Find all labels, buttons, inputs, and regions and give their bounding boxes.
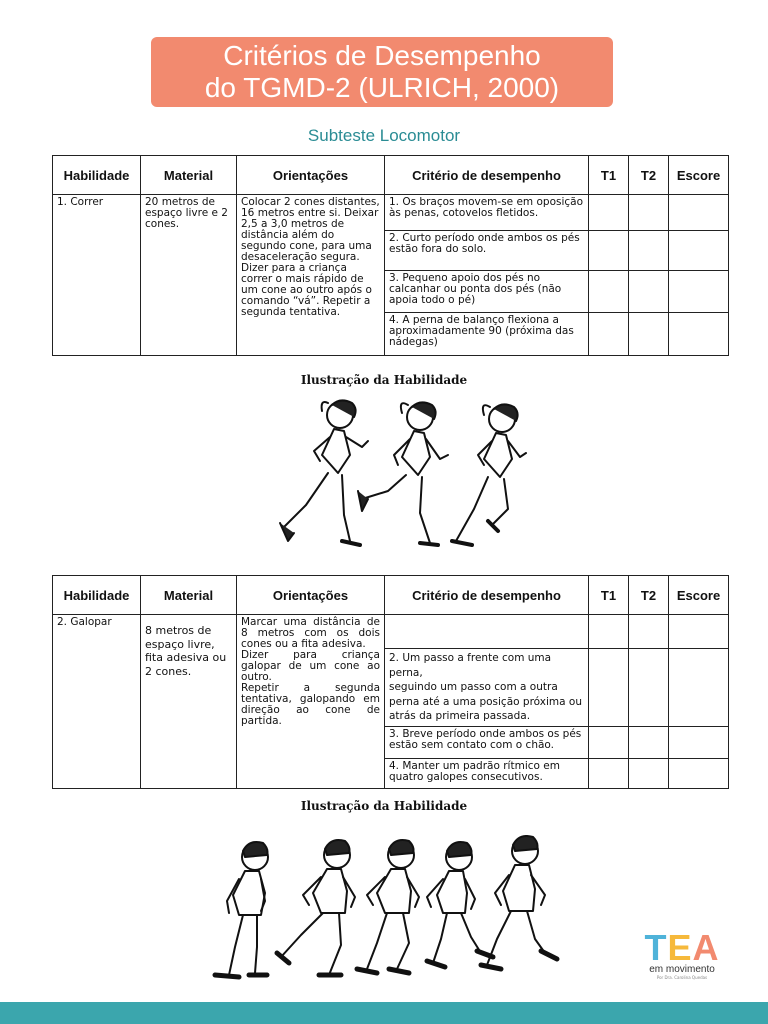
- t2-cell[interactable]: [629, 726, 669, 758]
- table-header-row: [53, 156, 729, 195]
- criterion-1: [385, 615, 589, 649]
- header-criterio: Critério de desempenho: [385, 576, 589, 615]
- title-line-1: Critérios de Desempenho: [223, 40, 541, 71]
- criteria-table-galloping: [52, 575, 729, 789]
- header-escore: Escore: [669, 156, 729, 195]
- t2-cell[interactable]: [629, 758, 669, 788]
- page-title: [151, 37, 613, 107]
- illustration-label-galloping: Ilustração da Habilidade: [300, 799, 468, 813]
- header-escore: Escore: [669, 576, 729, 615]
- t1-cell[interactable]: [589, 649, 629, 727]
- runner-figure-2: [358, 402, 448, 545]
- skill-name: 2. Galopar: [53, 615, 141, 789]
- criterion-3: 3. Breve período onde ambos os pés estão sem contato com o chão.: [385, 726, 589, 758]
- header-t1: T1: [589, 156, 629, 195]
- subtest-title: Subteste Locomotor: [307, 126, 461, 145]
- logo-subtitle: em movimento: [649, 964, 715, 975]
- t1-cell[interactable]: [589, 758, 629, 788]
- t2-cell[interactable]: [629, 195, 669, 231]
- criterion-4: 4. A perna de balanço flexiona a aproximadamente 90 (próxima das nádegas): [385, 313, 589, 356]
- skill-material: 8 metros de espaço livre, fita adesiva ou 2 cones.: [141, 615, 237, 789]
- criteria-table-running: [52, 155, 729, 356]
- skill-material: 20 metros de espaço livre e 2 cones.: [141, 195, 237, 356]
- logo-credit: Por Dra. Carolina Quedas: [656, 975, 708, 980]
- criterion-3: 3. Pequeno apoio dos pés no calcanhar ou ponta dos pés (não apoia todo o pé): [385, 271, 589, 313]
- skill-orientacoes: Colocar 2 cones distantes, 16 metros entre si. Deixar 2,5 a 3,0 metros de distância além do segundo cone, para uma desaceleração segura. Dizer para a criança correr o mais rápido de um cone ao outro após o comando “vá”. Repetir a segunda tentativa.: [237, 195, 385, 356]
- table-header-row: [53, 576, 729, 615]
- escore-cell[interactable]: [669, 271, 729, 313]
- header-orientacoes: Orientações: [237, 576, 385, 615]
- galloping-illustration: [205, 835, 565, 985]
- header-t1: T1: [589, 576, 629, 615]
- skill-name: 1. Correr: [53, 195, 141, 356]
- galloper-figure-4: [427, 842, 493, 967]
- escore-cell[interactable]: [669, 231, 729, 271]
- footer-bar: [0, 1002, 768, 1024]
- galloper-figure-3: [357, 840, 419, 973]
- criterion-1: 1. Os braços movem-se em oposição às penas, cotovelos fletidos.: [385, 195, 589, 231]
- header-material: Material: [141, 156, 237, 195]
- table-row: [53, 615, 729, 649]
- title-line-2: do TGMD-2 (ULRICH, 2000): [204, 72, 560, 103]
- galloper-figure-1: [215, 842, 268, 977]
- escore-cell[interactable]: [669, 195, 729, 231]
- t2-cell[interactable]: [629, 649, 669, 727]
- galloper-figure-5: [481, 836, 557, 969]
- skill-orientacoes: Marcar uma distância de 8 metros com os dois cones ou a fita adesiva. Dizer para criança galopar de um cone ao outro. Repetir a segunda tentativa, galopando em direção ao cone de partida.: [237, 615, 385, 789]
- escore-cell[interactable]: [669, 726, 729, 758]
- t1-cell[interactable]: [589, 271, 629, 313]
- escore-cell[interactable]: [669, 615, 729, 649]
- header-t2: T2: [629, 156, 669, 195]
- table-row: [53, 195, 729, 231]
- header-orientacoes: Orientações: [237, 156, 385, 195]
- escore-cell[interactable]: [669, 649, 729, 727]
- header-criterio: Critério de desempenho: [385, 156, 589, 195]
- criterion-4: 4. Manter um padrão rítmico em quatro galopes consecutivos.: [385, 758, 589, 788]
- escore-cell[interactable]: [669, 758, 729, 788]
- t2-cell[interactable]: [629, 313, 669, 356]
- t2-cell[interactable]: [629, 271, 669, 313]
- t1-cell[interactable]: [589, 195, 629, 231]
- escore-cell[interactable]: [669, 313, 729, 356]
- t2-cell[interactable]: [629, 615, 669, 649]
- t1-cell[interactable]: [589, 231, 629, 271]
- t1-cell[interactable]: [589, 615, 629, 649]
- header-habilidade: Habilidade: [53, 576, 141, 615]
- criterion-2: 2. Um passo a frente com uma perna, seguindo um passo com a outra perna até a uma posição próxima ou atrás da primeira passada.: [385, 649, 589, 727]
- logo-wordmark: TEA: [644, 927, 720, 968]
- header-habilidade: Habilidade: [53, 156, 141, 195]
- galloper-figure-2: [277, 840, 355, 975]
- running-illustration: [270, 395, 530, 553]
- t1-cell[interactable]: [589, 726, 629, 758]
- t2-cell[interactable]: [629, 231, 669, 271]
- runner-figure-3: [452, 404, 526, 545]
- criterion-2: 2. Curto período onde ambos os pés estão fora do solo.: [385, 231, 589, 271]
- tea-logo: [637, 927, 727, 980]
- illustration-label-running: Ilustração da Habilidade: [300, 373, 468, 387]
- header-t2: T2: [629, 576, 669, 615]
- header-material: Material: [141, 576, 237, 615]
- t1-cell[interactable]: [589, 313, 629, 356]
- runner-figure-1: [280, 400, 368, 545]
